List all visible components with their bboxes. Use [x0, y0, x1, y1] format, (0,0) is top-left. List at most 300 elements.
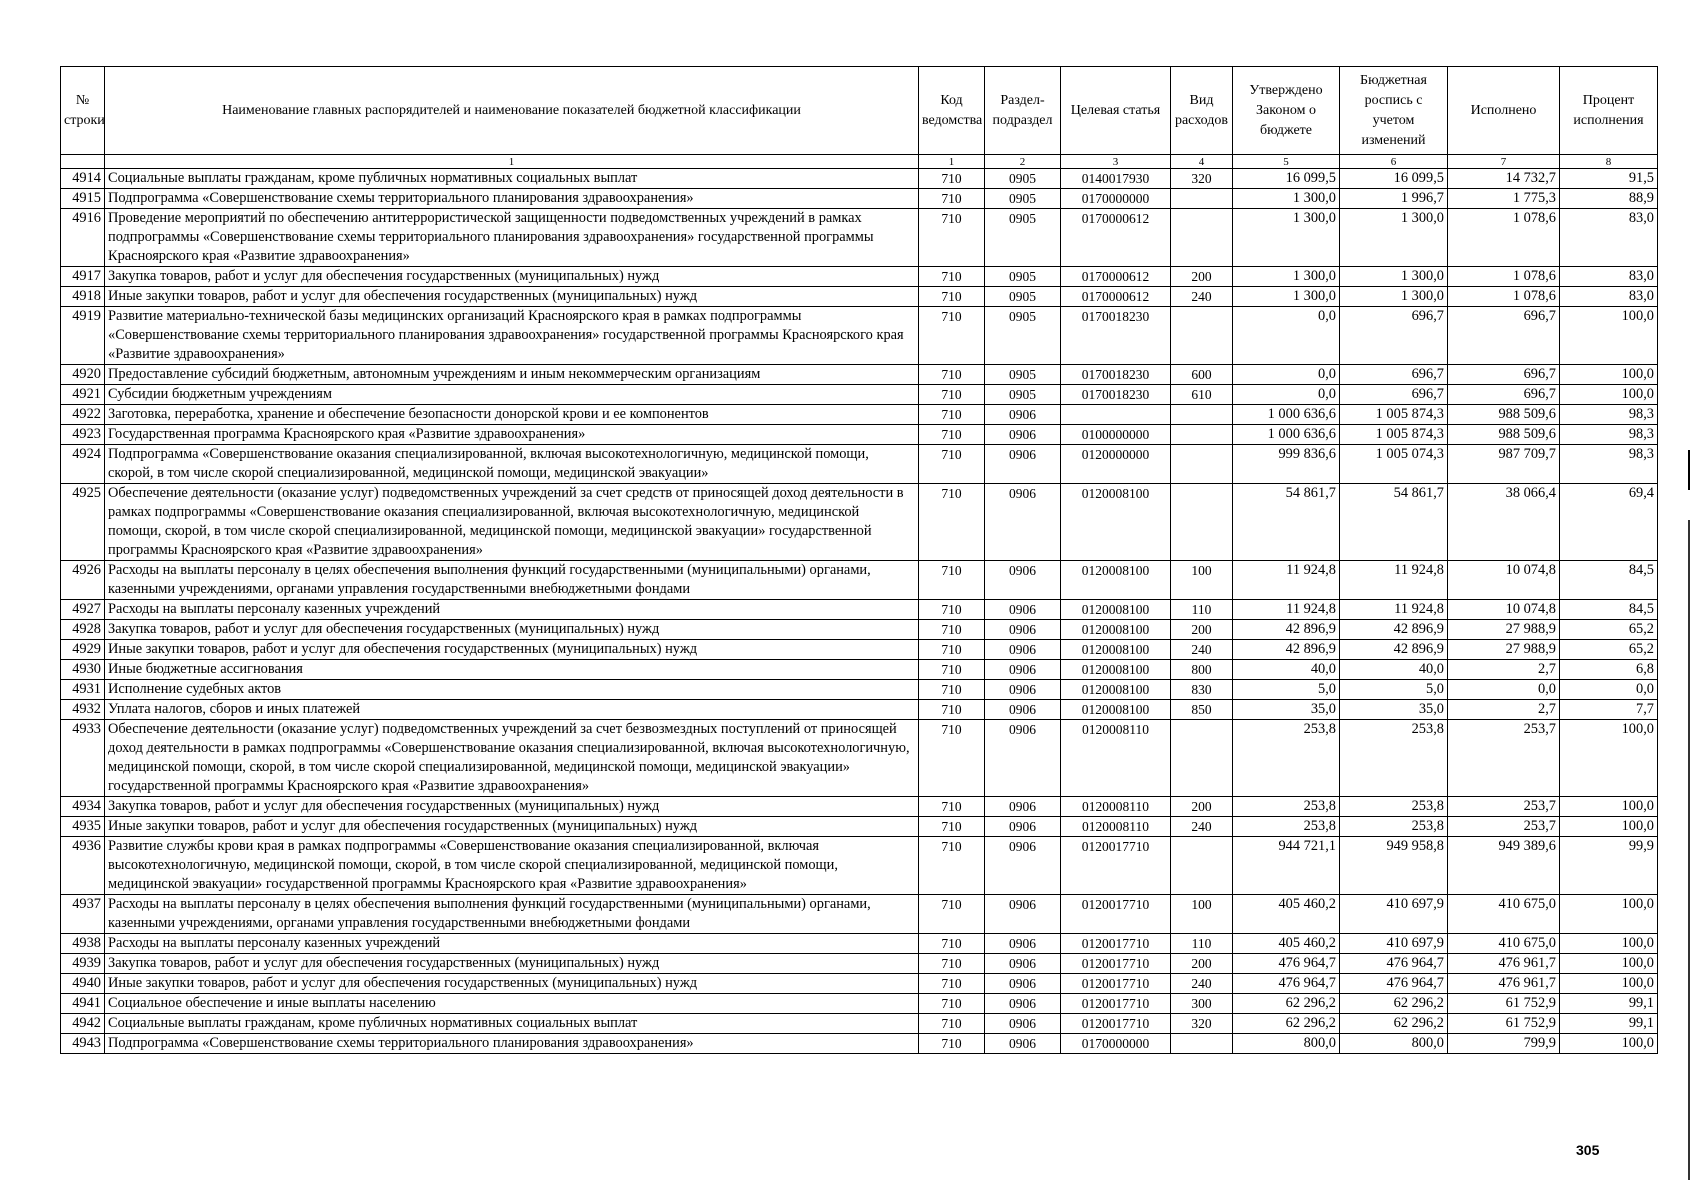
- section-code: 0906: [985, 600, 1061, 620]
- table-row: [61, 267, 1658, 287]
- section-code: 0906: [985, 895, 1061, 934]
- approved-amount: 1 300,0: [1233, 287, 1340, 307]
- execution-percent: 65,2: [1560, 640, 1658, 660]
- table-row: [61, 700, 1658, 720]
- execution-percent: 83,0: [1560, 267, 1658, 287]
- section-code: 0905: [985, 365, 1061, 385]
- header-dept-code: Код ведомства: [919, 67, 985, 155]
- expense-type: [1171, 837, 1233, 895]
- row-number: 4934: [61, 797, 105, 817]
- expense-type: [1171, 425, 1233, 445]
- execution-percent: 99,1: [1560, 994, 1658, 1014]
- section-code: 0906: [985, 561, 1061, 600]
- row-number: 4921: [61, 385, 105, 405]
- header-percent: Процент исполнения: [1560, 67, 1658, 155]
- dept-code: 710: [919, 600, 985, 620]
- executed-amount: 1 078,6: [1448, 267, 1560, 287]
- column-number: 3: [1061, 155, 1171, 169]
- execution-percent: 100,0: [1560, 974, 1658, 994]
- schedule-amount: 35,0: [1340, 700, 1448, 720]
- executed-amount: 799,9: [1448, 1034, 1560, 1054]
- target-article: 0120008100: [1061, 700, 1171, 720]
- approved-amount: 1 000 636,6: [1233, 405, 1340, 425]
- table-row: [61, 445, 1658, 484]
- executed-amount: 1 078,6: [1448, 209, 1560, 267]
- row-name: Проведение мероприятий по обеспечению антитеррористической защищенности подведомственных учреждений в рамках подпрограммы «Совершенствование схемы территориального планирования здравоохранения» государственной программы Красноярского края «Развитие здравоохранения»: [105, 209, 919, 267]
- expense-type: 100: [1171, 561, 1233, 600]
- schedule-amount: 54 861,7: [1340, 484, 1448, 561]
- approved-amount: 1 300,0: [1233, 267, 1340, 287]
- executed-amount: 1 775,3: [1448, 189, 1560, 209]
- row-name: Предоставление субсидий бюджетным, автономным учреждениям и иным некоммерческим организациям: [105, 365, 919, 385]
- row-name: Обеспечение деятельности (оказание услуг) подведомственных учреждений за счет безвозмездных поступлений от приносящей доход деятельности в рамках подпрограммы «Совершенствование оказания специализированной, включая высокотехнологичную, медицинской помощи, скорой, в том числе скорой специализированной, медицинской помощи, медицинской эвакуации» государственной программы Красноярского края «Развитие здравоохранения»: [105, 720, 919, 797]
- target-article: 0170018230: [1061, 307, 1171, 365]
- section-code: 0906: [985, 934, 1061, 954]
- executed-amount: 988 509,6: [1448, 405, 1560, 425]
- schedule-amount: 476 964,7: [1340, 974, 1448, 994]
- section-code: 0905: [985, 385, 1061, 405]
- dept-code: 710: [919, 680, 985, 700]
- row-name: Закупка товаров, работ и услуг для обеспечения государственных (муниципальных) нужд: [105, 620, 919, 640]
- schedule-amount: 11 924,8: [1340, 600, 1448, 620]
- approved-amount: 16 099,5: [1233, 169, 1340, 189]
- section-code: 0905: [985, 189, 1061, 209]
- dept-code: 710: [919, 620, 985, 640]
- approved-amount: 54 861,7: [1233, 484, 1340, 561]
- dept-code: 710: [919, 189, 985, 209]
- table-row: [61, 405, 1658, 425]
- execution-percent: 99,9: [1560, 837, 1658, 895]
- expense-type: 600: [1171, 365, 1233, 385]
- approved-amount: 476 964,7: [1233, 954, 1340, 974]
- executed-amount: 253,7: [1448, 720, 1560, 797]
- executed-amount: 61 752,9: [1448, 1014, 1560, 1034]
- executed-amount: 61 752,9: [1448, 994, 1560, 1014]
- dept-code: 710: [919, 837, 985, 895]
- dept-code: 710: [919, 561, 985, 600]
- schedule-amount: 16 099,5: [1340, 169, 1448, 189]
- approved-amount: 5,0: [1233, 680, 1340, 700]
- table-body: [61, 169, 1658, 1054]
- dept-code: 710: [919, 405, 985, 425]
- dept-code: 710: [919, 385, 985, 405]
- column-number: 4: [1171, 155, 1233, 169]
- table-row: [61, 600, 1658, 620]
- executed-amount: 410 675,0: [1448, 934, 1560, 954]
- section-code: 0905: [985, 307, 1061, 365]
- execution-percent: 98,3: [1560, 405, 1658, 425]
- executed-amount: 949 389,6: [1448, 837, 1560, 895]
- execution-percent: 100,0: [1560, 817, 1658, 837]
- approved-amount: 800,0: [1233, 1034, 1340, 1054]
- approved-amount: 62 296,2: [1233, 1014, 1340, 1034]
- row-name: Расходы на выплаты персоналу в целях обеспечения выполнения функций государственными (муниципальными) органами, казенными учреждениями, органами управления государственными внебюджетными фондами: [105, 561, 919, 600]
- section-code: 0906: [985, 974, 1061, 994]
- row-name: Иные закупки товаров, работ и услуг для обеспечения государственных (муниципальных) нужд: [105, 287, 919, 307]
- schedule-amount: 253,8: [1340, 720, 1448, 797]
- table-row: [61, 680, 1658, 700]
- section-code: 0906: [985, 484, 1061, 561]
- dept-code: 710: [919, 484, 985, 561]
- execution-percent: 69,4: [1560, 484, 1658, 561]
- approved-amount: 11 924,8: [1233, 561, 1340, 600]
- expense-type: [1171, 189, 1233, 209]
- approved-amount: 476 964,7: [1233, 974, 1340, 994]
- execution-percent: 100,0: [1560, 954, 1658, 974]
- header-name: Наименование главных распорядителей и наименование показателей бюджетной классификации: [105, 67, 919, 155]
- execution-percent: 0,0: [1560, 680, 1658, 700]
- page-edge-mark: [1688, 520, 1690, 1180]
- expense-type: [1171, 1034, 1233, 1054]
- section-code: 0906: [985, 620, 1061, 640]
- section-code: 0906: [985, 425, 1061, 445]
- row-name: Расходы на выплаты персоналу казенных учреждений: [105, 600, 919, 620]
- row-number: 4937: [61, 895, 105, 934]
- header-target-article: Целевая статья: [1061, 67, 1171, 155]
- dept-code: 710: [919, 660, 985, 680]
- execution-percent: 83,0: [1560, 287, 1658, 307]
- execution-percent: 6,8: [1560, 660, 1658, 680]
- approved-amount: 42 896,9: [1233, 620, 1340, 640]
- dept-code: 710: [919, 1014, 985, 1034]
- dept-code: 710: [919, 700, 985, 720]
- execution-percent: 100,0: [1560, 307, 1658, 365]
- column-number: 1: [919, 155, 985, 169]
- section-code: 0906: [985, 954, 1061, 974]
- schedule-amount: 1 300,0: [1340, 287, 1448, 307]
- row-number: 4923: [61, 425, 105, 445]
- executed-amount: 1 078,6: [1448, 287, 1560, 307]
- row-number: 4918: [61, 287, 105, 307]
- row-number: 4931: [61, 680, 105, 700]
- expense-type: 200: [1171, 797, 1233, 817]
- expense-type: 240: [1171, 640, 1233, 660]
- target-article: 0120008100: [1061, 620, 1171, 640]
- schedule-amount: 62 296,2: [1340, 994, 1448, 1014]
- approved-amount: 405 460,2: [1233, 934, 1340, 954]
- table-row: [61, 895, 1658, 934]
- execution-percent: 91,5: [1560, 169, 1658, 189]
- schedule-amount: 253,8: [1340, 817, 1448, 837]
- executed-amount: 38 066,4: [1448, 484, 1560, 561]
- header-row-no: № строки: [61, 67, 105, 155]
- dept-code: 710: [919, 994, 985, 1014]
- dept-code: 710: [919, 287, 985, 307]
- row-number: 4914: [61, 169, 105, 189]
- dept-code: 710: [919, 307, 985, 365]
- target-article: 0120008110: [1061, 720, 1171, 797]
- table-row: [61, 169, 1658, 189]
- dept-code: 710: [919, 640, 985, 660]
- section-code: 0905: [985, 267, 1061, 287]
- dept-code: 710: [919, 365, 985, 385]
- schedule-amount: 696,7: [1340, 385, 1448, 405]
- execution-percent: 98,3: [1560, 425, 1658, 445]
- row-number: 4941: [61, 994, 105, 1014]
- dept-code: 710: [919, 954, 985, 974]
- row-number: 4942: [61, 1014, 105, 1034]
- target-article: 0120017710: [1061, 974, 1171, 994]
- expense-type: 800: [1171, 660, 1233, 680]
- schedule-amount: 1 996,7: [1340, 189, 1448, 209]
- section-code: 0906: [985, 1014, 1061, 1034]
- row-name: Подпрограмма «Совершенствование схемы территориального планирования здравоохранения»: [105, 1034, 919, 1054]
- page-edge-mark: [1688, 450, 1690, 490]
- dept-code: 710: [919, 974, 985, 994]
- schedule-amount: 1 005 074,3: [1340, 445, 1448, 484]
- section-code: 0906: [985, 994, 1061, 1014]
- target-article: 0120008100: [1061, 484, 1171, 561]
- row-number: 4932: [61, 700, 105, 720]
- execution-percent: 100,0: [1560, 720, 1658, 797]
- row-name: Закупка товаров, работ и услуг для обеспечения государственных (муниципальных) нужд: [105, 954, 919, 974]
- expense-type: 240: [1171, 974, 1233, 994]
- executed-amount: 988 509,6: [1448, 425, 1560, 445]
- target-article: 0120017710: [1061, 954, 1171, 974]
- dept-code: 710: [919, 1034, 985, 1054]
- row-number: 4935: [61, 817, 105, 837]
- table-row: [61, 287, 1658, 307]
- approved-amount: 42 896,9: [1233, 640, 1340, 660]
- expense-type: 610: [1171, 385, 1233, 405]
- table-row: [61, 1014, 1658, 1034]
- execution-percent: 100,0: [1560, 365, 1658, 385]
- expense-type: [1171, 484, 1233, 561]
- expense-type: 830: [1171, 680, 1233, 700]
- section-code: 0906: [985, 720, 1061, 797]
- expense-type: 300: [1171, 994, 1233, 1014]
- schedule-amount: 800,0: [1340, 1034, 1448, 1054]
- table-row: [61, 620, 1658, 640]
- table-header: [61, 67, 1658, 169]
- row-name: Социальное обеспечение и иные выплаты населению: [105, 994, 919, 1014]
- section-code: 0906: [985, 640, 1061, 660]
- section-code: 0906: [985, 817, 1061, 837]
- row-name: Иные бюджетные ассигнования: [105, 660, 919, 680]
- expense-type: 200: [1171, 620, 1233, 640]
- dept-code: 710: [919, 934, 985, 954]
- target-article: 0170000612: [1061, 267, 1171, 287]
- row-name: Подпрограмма «Совершенствование оказания специализированной, включая высокотехнологичную, медицинской помощи, скорой, в том числе скорой специализированной, медицинской помощи, медицинской эвакуации»: [105, 445, 919, 484]
- executed-amount: 410 675,0: [1448, 895, 1560, 934]
- row-name: Иные закупки товаров, работ и услуг для обеспечения государственных (муниципальных) нужд: [105, 817, 919, 837]
- schedule-amount: 62 296,2: [1340, 1014, 1448, 1034]
- execution-percent: 100,0: [1560, 385, 1658, 405]
- dept-code: 710: [919, 817, 985, 837]
- dept-code: 710: [919, 267, 985, 287]
- table-row: [61, 561, 1658, 600]
- target-article: 0140017930: [1061, 169, 1171, 189]
- target-article: 0120017710: [1061, 837, 1171, 895]
- expense-type: 320: [1171, 1014, 1233, 1034]
- executed-amount: 14 732,7: [1448, 169, 1560, 189]
- target-article: 0120008100: [1061, 680, 1171, 700]
- schedule-amount: 11 924,8: [1340, 561, 1448, 600]
- row-number: 4933: [61, 720, 105, 797]
- executed-amount: 696,7: [1448, 385, 1560, 405]
- execution-percent: 100,0: [1560, 934, 1658, 954]
- header-section: Раздел-подраздел: [985, 67, 1061, 155]
- table-row: [61, 307, 1658, 365]
- column-number: 6: [1340, 155, 1448, 169]
- executed-amount: 253,7: [1448, 797, 1560, 817]
- row-name: Закупка товаров, работ и услуг для обеспечения государственных (муниципальных) нужд: [105, 267, 919, 287]
- expense-type: 320: [1171, 169, 1233, 189]
- approved-amount: 0,0: [1233, 307, 1340, 365]
- row-name: Уплата налогов, сборов и иных платежей: [105, 700, 919, 720]
- schedule-amount: 42 896,9: [1340, 620, 1448, 640]
- executed-amount: 987 709,7: [1448, 445, 1560, 484]
- row-number: 4938: [61, 934, 105, 954]
- target-article: 0120008100: [1061, 660, 1171, 680]
- dept-code: 710: [919, 895, 985, 934]
- approved-amount: 1 300,0: [1233, 209, 1340, 267]
- table-row: [61, 994, 1658, 1014]
- schedule-amount: 476 964,7: [1340, 954, 1448, 974]
- executed-amount: 476 961,7: [1448, 954, 1560, 974]
- row-name: Подпрограмма «Совершенствование схемы территориального планирования здравоохранения»: [105, 189, 919, 209]
- schedule-amount: 410 697,9: [1340, 895, 1448, 934]
- target-article: 0120008110: [1061, 797, 1171, 817]
- approved-amount: 253,8: [1233, 817, 1340, 837]
- expense-type: 200: [1171, 954, 1233, 974]
- execution-percent: 98,3: [1560, 445, 1658, 484]
- expense-type: [1171, 720, 1233, 797]
- row-number: 4943: [61, 1034, 105, 1054]
- row-name: Субсидии бюджетным учреждениям: [105, 385, 919, 405]
- target-article: 0120017710: [1061, 994, 1171, 1014]
- target-article: 0120008100: [1061, 561, 1171, 600]
- approved-amount: 0,0: [1233, 365, 1340, 385]
- section-code: 0906: [985, 660, 1061, 680]
- table-row: [61, 954, 1658, 974]
- approved-amount: 999 836,6: [1233, 445, 1340, 484]
- expense-type: 240: [1171, 287, 1233, 307]
- approved-amount: 0,0: [1233, 385, 1340, 405]
- execution-percent: 7,7: [1560, 700, 1658, 720]
- execution-percent: 100,0: [1560, 797, 1658, 817]
- row-number: 4928: [61, 620, 105, 640]
- approved-amount: 1 300,0: [1233, 189, 1340, 209]
- expense-type: 850: [1171, 700, 1233, 720]
- row-name: Государственная программа Красноярского края «Развитие здравоохранения»: [105, 425, 919, 445]
- section-code: 0906: [985, 837, 1061, 895]
- schedule-amount: 5,0: [1340, 680, 1448, 700]
- executed-amount: 476 961,7: [1448, 974, 1560, 994]
- target-article: 0120017710: [1061, 934, 1171, 954]
- expense-type: [1171, 209, 1233, 267]
- header-approved: Утверждено Законом о бюджете: [1233, 67, 1340, 155]
- table-row: [61, 385, 1658, 405]
- row-name: Развитие материально-технической базы медицинских организаций Красноярского края в рамках подпрограммы «Совершенствование схемы территориального планирования здравоохранения» государственной программы Красноярского края «Развитие здравоохранения»: [105, 307, 919, 365]
- table-row: [61, 720, 1658, 797]
- row-number: 4929: [61, 640, 105, 660]
- table-row: [61, 189, 1658, 209]
- executed-amount: 2,7: [1448, 700, 1560, 720]
- execution-percent: 100,0: [1560, 895, 1658, 934]
- target-article: 0170000612: [1061, 287, 1171, 307]
- target-article: 0120008100: [1061, 600, 1171, 620]
- table-row: [61, 365, 1658, 385]
- row-name: Иные закупки товаров, работ и услуг для обеспечения государственных (муниципальных) нужд: [105, 974, 919, 994]
- expense-type: 200: [1171, 267, 1233, 287]
- table-row: [61, 1034, 1658, 1054]
- executed-amount: 253,7: [1448, 817, 1560, 837]
- approved-amount: 253,8: [1233, 797, 1340, 817]
- table-row: [61, 934, 1658, 954]
- section-code: 0906: [985, 797, 1061, 817]
- row-number: 4919: [61, 307, 105, 365]
- row-number: 4926: [61, 561, 105, 600]
- row-number: 4936: [61, 837, 105, 895]
- schedule-amount: 696,7: [1340, 365, 1448, 385]
- approved-amount: 405 460,2: [1233, 895, 1340, 934]
- approved-amount: 1 000 636,6: [1233, 425, 1340, 445]
- expense-type: [1171, 307, 1233, 365]
- section-code: 0906: [985, 1034, 1061, 1054]
- target-article: 0170018230: [1061, 365, 1171, 385]
- row-number: 4916: [61, 209, 105, 267]
- table-row: [61, 209, 1658, 267]
- dept-code: 710: [919, 720, 985, 797]
- execution-percent: 84,5: [1560, 561, 1658, 600]
- target-article: 0120017710: [1061, 1014, 1171, 1034]
- row-name: Социальные выплаты гражданам, кроме публичных нормативных социальных выплат: [105, 1014, 919, 1034]
- schedule-amount: 410 697,9: [1340, 934, 1448, 954]
- approved-amount: 944 721,1: [1233, 837, 1340, 895]
- budget-table: [60, 66, 1658, 1054]
- row-name: Закупка товаров, работ и услуг для обеспечения государственных (муниципальных) нужд: [105, 797, 919, 817]
- row-name: Обеспечение деятельности (оказание услуг) подведомственных учреждений за счет средств от приносящей доход деятельности в рамках подпрограммы «Совершенствование оказания специализированной, включая высокотехнологичную, медицинской помощи, скорой, в том числе скорой специализированной, медицинской помощи, медицинской эвакуации» государственной программы Красноярского края «Развитие здравоохранения»: [105, 484, 919, 561]
- expense-type: 110: [1171, 600, 1233, 620]
- row-number: 4920: [61, 365, 105, 385]
- column-number: 2: [985, 155, 1061, 169]
- schedule-amount: 253,8: [1340, 797, 1448, 817]
- table-row: [61, 837, 1658, 895]
- section-code: 0906: [985, 680, 1061, 700]
- row-name: Заготовка, переработка, хранение и обеспечение безопасности донорской крови и ее компонентов: [105, 405, 919, 425]
- section-code: 0905: [985, 209, 1061, 267]
- table-row: [61, 817, 1658, 837]
- approved-amount: 253,8: [1233, 720, 1340, 797]
- execution-percent: 88,9: [1560, 189, 1658, 209]
- row-number: 4940: [61, 974, 105, 994]
- schedule-amount: 1 005 874,3: [1340, 405, 1448, 425]
- target-article: 0120017710: [1061, 895, 1171, 934]
- table-row: [61, 484, 1658, 561]
- target-article: 0100000000: [1061, 425, 1171, 445]
- row-name: Иные закупки товаров, работ и услуг для обеспечения государственных (муниципальных) нужд: [105, 640, 919, 660]
- header-executed: Исполнено: [1448, 67, 1560, 155]
- execution-percent: 83,0: [1560, 209, 1658, 267]
- row-number: 4917: [61, 267, 105, 287]
- row-number: 4930: [61, 660, 105, 680]
- executed-amount: 27 988,9: [1448, 640, 1560, 660]
- execution-percent: 65,2: [1560, 620, 1658, 640]
- row-name: Социальные выплаты гражданам, кроме публичных нормативных социальных выплат: [105, 169, 919, 189]
- section-code: 0905: [985, 287, 1061, 307]
- row-name: Расходы на выплаты персоналу казенных учреждений: [105, 934, 919, 954]
- row-name: Исполнение судебных актов: [105, 680, 919, 700]
- table-row: [61, 974, 1658, 994]
- expense-type: [1171, 405, 1233, 425]
- dept-code: 710: [919, 209, 985, 267]
- execution-percent: 100,0: [1560, 1034, 1658, 1054]
- target-article: 0170000000: [1061, 189, 1171, 209]
- section-code: 0906: [985, 700, 1061, 720]
- table-row: [61, 797, 1658, 817]
- page-number: 305: [1576, 1142, 1600, 1158]
